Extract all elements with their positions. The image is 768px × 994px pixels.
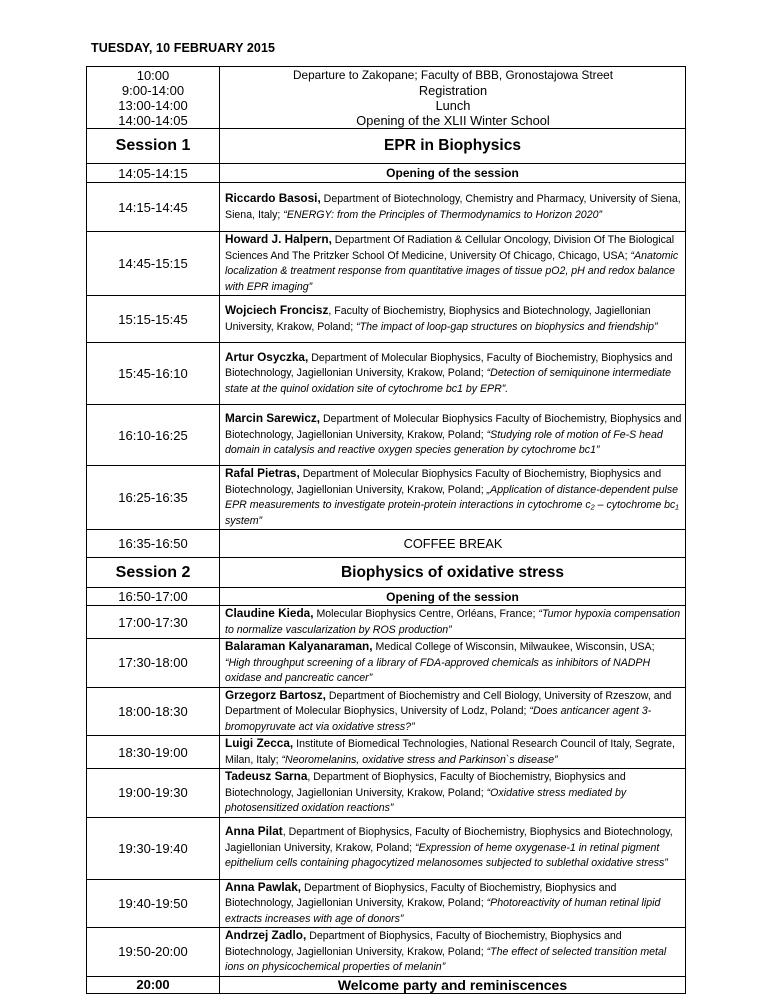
session-title: Biophysics of oxidative stress bbox=[220, 558, 686, 588]
speaker-affiliation: Department of Biochemistry and Cell Biology, University of Rzeszow, and Department of Molecular Biophysics, University of Lodz, Poland; bbox=[225, 689, 672, 717]
closing-time: 20:00 bbox=[87, 976, 220, 993]
closing-row bbox=[87, 976, 686, 993]
speaker-name: Balaraman Kalyanaraman, bbox=[225, 639, 373, 653]
speaker-affiliation: , Department of Biophysics, Faculty of Biochemistry, Biophysics and Biotechnology, Jagiellonian University, Krakow, Poland; bbox=[225, 826, 673, 854]
talk-title: “ENERGY: from the Principles of Thermodynamics to Horizon 2020” bbox=[283, 208, 603, 221]
intro-descriptions bbox=[220, 67, 686, 129]
talk-time: 19:30-19:40 bbox=[87, 817, 220, 879]
talk-title: “Oxidative stress mediated by photosensitized oxidation reactions” bbox=[225, 786, 627, 814]
intro-time: 10:00 bbox=[136, 67, 170, 83]
talk-time: 15:45-16:10 bbox=[87, 343, 220, 405]
talk-row bbox=[87, 466, 686, 530]
talk-title: “Does anticancer agent 3-bromopyruvate act via oxidative stress?” bbox=[225, 705, 652, 733]
talk-row bbox=[87, 928, 686, 977]
speaker-name: Anna Pawlak, bbox=[225, 879, 302, 894]
speaker-name: Marcin Sarewicz, bbox=[225, 411, 321, 426]
speaker-affiliation: , Department of Biophysics, Faculty of Biochemistry, Biophysics and Biotechnology, Jagiellonian University, Krakow, Poland; bbox=[225, 771, 626, 799]
talk-time: 19:00-19:30 bbox=[87, 769, 220, 818]
talk-time: 14:15-14:45 bbox=[87, 183, 220, 232]
session-header-row bbox=[87, 129, 686, 164]
session-title: EPR in Biophysics bbox=[220, 129, 686, 164]
speaker-name: Howard J. Halpern, bbox=[225, 232, 332, 246]
talk-title: “Expression of heme oxygenase-1 in retinal pigment epithelium cells containing phagocytized melanosomes subjected to sublethal oxidative stress” bbox=[225, 841, 668, 870]
talk-details bbox=[220, 687, 686, 736]
talk-title: “Anatomic localization & treatment response from quantitative images of tissue pO2, pH and redox balance with EPR imaging” bbox=[225, 249, 679, 293]
speaker-affiliation: Department of Molecular Biophysics Faculty of Biochemistry, Biophysics and Biotechnology, Jagiellonian University, Krakow, Poland; bbox=[225, 413, 682, 441]
talk-details bbox=[220, 639, 686, 688]
talk-details bbox=[220, 769, 686, 818]
schedule-table bbox=[86, 66, 686, 994]
session-opening-time: 14:05-14:15 bbox=[87, 164, 220, 183]
session-opening-text: Opening of the session bbox=[220, 588, 686, 606]
speaker-affiliation: Department Of Radiation & Cellular Oncology, Division Of The Biological Sciences And The Pritzker School Of Medicine, University Of Chicago, Chicago, USA; bbox=[225, 234, 675, 262]
speaker-affiliation: Department of Biotechnology, Chemistry and Pharmacy, University of Siena, Siena, Italy; bbox=[225, 193, 681, 221]
talk-details bbox=[220, 736, 686, 769]
day-heading: TUESDAY, 10 FEBRUARY 2015 bbox=[91, 41, 276, 55]
speaker-affiliation: Department of Molecular Biophysics Faculty of Biochemistry, Biophysics and Biotechnology, Jagiellonian University, Krakow, Poland; bbox=[225, 468, 662, 496]
talk-time: 18:30-19:00 bbox=[87, 736, 220, 769]
intro-row bbox=[87, 67, 686, 129]
talk-title: “Detection of semiquinone intermediate state at the quinol oxidation site of cytochrome bc1 by EPR”. bbox=[225, 367, 671, 395]
talk-title: „Application of distance-dependent pulse EPR measurements to investigate protein-protein interactions in cytochrome c₂ – cytochrome bc₁ system” bbox=[225, 483, 679, 527]
talk-time: 17:30-18:00 bbox=[87, 639, 220, 688]
talk-time: 18:00-18:30 bbox=[87, 687, 220, 736]
talk-row bbox=[87, 232, 686, 296]
talk-details bbox=[220, 343, 686, 405]
speaker-affiliation: Department of Biophysics, Faculty of Biochemistry, Biophysics and Biotechnology, Jagiellonian University, Krakow, Poland; bbox=[225, 930, 622, 958]
session-opening-row bbox=[87, 588, 686, 606]
speaker-affiliation: Institute of Biomedical Technologies, National Research Council of Italy, Segrate, Milan, Italy; bbox=[225, 738, 675, 766]
talk-row bbox=[87, 343, 686, 405]
speaker-name: Wojciech Froncisz bbox=[225, 303, 329, 317]
talk-row bbox=[87, 817, 686, 879]
talk-title: “High throughput screening of a library of FDA-approved chemicals as inhibitors of NADPH oxidase and pancreatic cancer” bbox=[225, 656, 651, 684]
break-text: COFFEE BREAK bbox=[220, 530, 686, 558]
session-label: Session 1 bbox=[87, 129, 220, 164]
talk-time: 16:10-16:25 bbox=[87, 405, 220, 466]
talk-time: 17:00-17:30 bbox=[87, 606, 220, 639]
closing-text: Welcome party and reminiscences bbox=[220, 976, 686, 993]
talk-row bbox=[87, 879, 686, 928]
talk-details bbox=[220, 817, 686, 879]
talk-row bbox=[87, 606, 686, 639]
speaker-name: Artur Osyczka, bbox=[225, 349, 309, 364]
talk-title: “The effect of selected transition metal ions on physicochemical properties of melanin” bbox=[225, 945, 667, 973]
talk-title: “The impact of loop-gap structures on biophysics and friendship” bbox=[356, 320, 658, 333]
talk-row bbox=[87, 687, 686, 736]
talk-row bbox=[87, 183, 686, 232]
intro-time: 14:00-14:05 bbox=[118, 112, 188, 128]
intro-text: Departure to Zakopane; Faculty of BBB, Gronostajowa Street bbox=[293, 67, 613, 82]
speaker-affiliation: Molecular Biophysics Centre, Orléans, France; bbox=[313, 608, 539, 620]
speaker-affiliation: , Faculty of Biochemistry, Biophysics and Biotechnology, Jagiellonian University, Krakow, Poland; bbox=[225, 305, 651, 333]
talk-details bbox=[220, 296, 686, 343]
talk-row bbox=[87, 296, 686, 343]
talk-title: “Neoromelanins, oxidative stress and Parkinson`s disease” bbox=[281, 753, 558, 766]
talk-time: 16:25-16:35 bbox=[87, 466, 220, 530]
talk-details bbox=[220, 466, 686, 530]
session-opening-text: Opening of the session bbox=[220, 164, 686, 183]
intro-time: 9:00-14:00 bbox=[121, 82, 185, 98]
talk-time: 15:15-15:45 bbox=[87, 296, 220, 343]
talk-row bbox=[87, 769, 686, 818]
talk-details bbox=[220, 879, 686, 928]
talk-time: 14:45-15:15 bbox=[87, 232, 220, 296]
intro-times bbox=[87, 67, 220, 129]
speaker-name: Andrzej Zadlo, bbox=[225, 928, 307, 942]
coffee-break-row bbox=[87, 530, 686, 558]
talk-row bbox=[87, 405, 686, 466]
session-opening-row bbox=[87, 164, 686, 183]
speaker-name: Tadeusz Sarna bbox=[225, 769, 308, 783]
intro-text: Registration bbox=[418, 82, 488, 98]
talk-row bbox=[87, 639, 686, 688]
speaker-affiliation: Department of Molecular Biophysics, Faculty of Biochemistry, Biophysics and Biotechnology, Jagiellonian University, Krakow, Poland; bbox=[225, 351, 673, 380]
session-header-row bbox=[87, 558, 686, 588]
speaker-affiliation: Department of Biophysics, Faculty of Biochemistry, Biophysics and Biotechnology, Jagiellonian University, Krakow, Poland; bbox=[225, 881, 617, 909]
intro-text: Opening of the XLII Winter School bbox=[356, 112, 550, 128]
intro-text: Lunch bbox=[435, 97, 471, 113]
talk-details bbox=[220, 405, 686, 466]
speaker-affiliation: Medical College of Wisconsin, Milwaukee, Wisconsin, USA; bbox=[372, 641, 655, 653]
intro-time: 13:00-14:00 bbox=[118, 97, 188, 113]
session-label: Session 2 bbox=[87, 558, 220, 588]
talk-details bbox=[220, 183, 686, 232]
speaker-name: Anna Pilat bbox=[225, 824, 283, 839]
talk-title: “Tumor hypoxia compensation to normalize vascularization by ROS production” bbox=[225, 608, 681, 636]
speaker-name: Luigi Zecca, bbox=[225, 736, 294, 750]
break-time: 16:35-16:50 bbox=[87, 530, 220, 558]
talk-time: 19:40-19:50 bbox=[87, 879, 220, 928]
session-opening-time: 16:50-17:00 bbox=[87, 588, 220, 606]
speaker-name: Riccardo Basosi, bbox=[225, 191, 321, 205]
speaker-name: Claudine Kieda, bbox=[225, 606, 314, 620]
speaker-name: Rafal Pietras, bbox=[225, 466, 300, 480]
talk-details bbox=[220, 232, 686, 296]
talk-details bbox=[220, 606, 686, 639]
talk-title: “Studying role of motion of Fe-S head domain in catalysis and reactive oxygen species generation by cytochrome bc1” bbox=[225, 428, 663, 457]
talk-row bbox=[87, 736, 686, 769]
talk-time: 19:50-20:00 bbox=[87, 928, 220, 977]
talk-details bbox=[220, 928, 686, 977]
speaker-name: Grzegorz Bartosz, bbox=[225, 687, 326, 702]
talk-title: “Photoreactivity of human retinal lipid extracts increases with age of donors” bbox=[225, 897, 661, 925]
